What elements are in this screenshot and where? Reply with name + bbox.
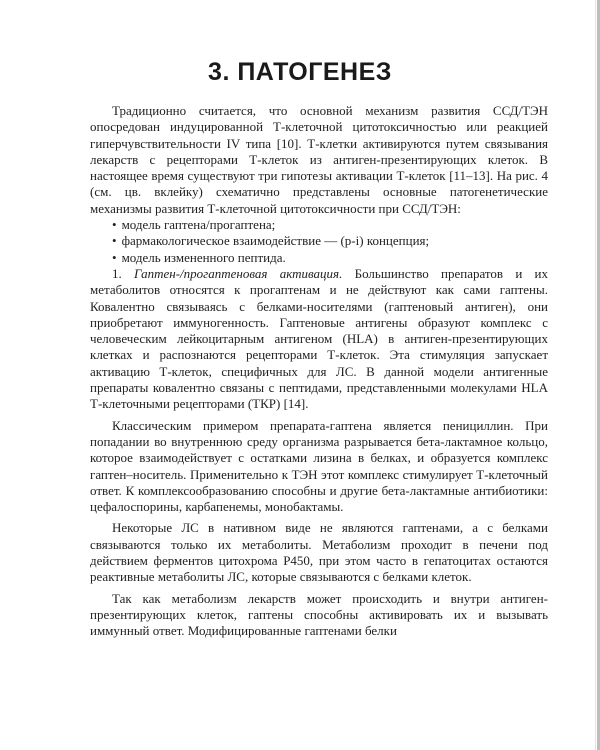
- page-edge-line: [595, 0, 596, 750]
- body-text: [90, 103, 548, 640]
- section-1-text: Большинство препаратов и их метаболитов относятся к прогаптенам и не действуют как сами гаптены. Ковалентно связываясь с белками-носителями (гаптеновый антиген), они приобретают иммуногенность. Гаптеновые антигены образуют комплекс с человеческим лейкоцитарным антигеном (HLA) в антиген-презентирующих клетках и распознаются рецепторами Т-клеток. Эта стимуляция запускает активацию Т-клеток, специфичных для ЛС. В данной модели антигенные препараты ковалентно связаны с пептидами, представленными молекулами HLA Т-клеточными рецепторами (ТКР) [14].: [90, 265, 549, 412]
- hypotheses-list: [90, 217, 548, 266]
- section-1-number: 1.: [112, 265, 122, 281]
- page-title: 3. ПАТОГЕНЕЗ: [208, 58, 392, 86]
- list-item: • модель гаптена/прогаптена;: [90, 217, 548, 233]
- section-1-paragraph: [90, 266, 548, 413]
- list-item: • фармакологическое взаимодействие — (p-i) концепция;: [90, 233, 548, 249]
- list-item: • модель измененного пептида.: [90, 250, 548, 266]
- penicillin-paragraph: Классическим примером препарата-гаптена является пенициллин. При попадании во внутреннюю среду организма разрывается бета-лактамное кольцо, которое взаимодействует с остатками лизина в белках, и образуется комплекс гаптен–носитель. Применительно к ТЭН этот комплекс стимулирует Т-клеточный ответ. К комплексообразованию способны и другие бета-лактамные антибиотики: цефалоспорины, карбапенемы, монобактамы.: [90, 417, 548, 515]
- intro-paragraph: Традиционно считается, что основной механизм развития ССД/ТЭН опосредован индуцированной Т-клеточной цитотоксичностью или реакцией гиперчувствительности IV типа [10]. Т-клетки активируются путем связывания лекарств с рецепторами Т-клеток из антиген-презентирующих клеток. В настоящее время существуют три гипотезы активации Т-клеток [11–13]. На рис. 4 (см. цв. вклейку) схематично представлены основные патогенетические механизмы развития Т-клеточной цитотоксичности при ССД/ТЭН:: [90, 103, 548, 216]
- metabolites-paragraph: Некоторые ЛС в нативном виде не являются гаптенами, а с белками связываются только их метаболиты. Метаболизм проходит в печени под действием ферментов цитохрома P450, при этом часто в гепатоцитах остаются реактивные метаболиты ЛС, которые связываются с белками клеток.: [90, 520, 548, 585]
- apc-paragraph: Так как метаболизм лекарств может происходить и внутри антиген-презентирующих клеток, гаптены способны активировать их и вызывать иммунный ответ. Модифицированные гаптенами белки: [90, 590, 548, 639]
- section-1-title: Гаптен-/прогаптеновая активация.: [134, 265, 343, 281]
